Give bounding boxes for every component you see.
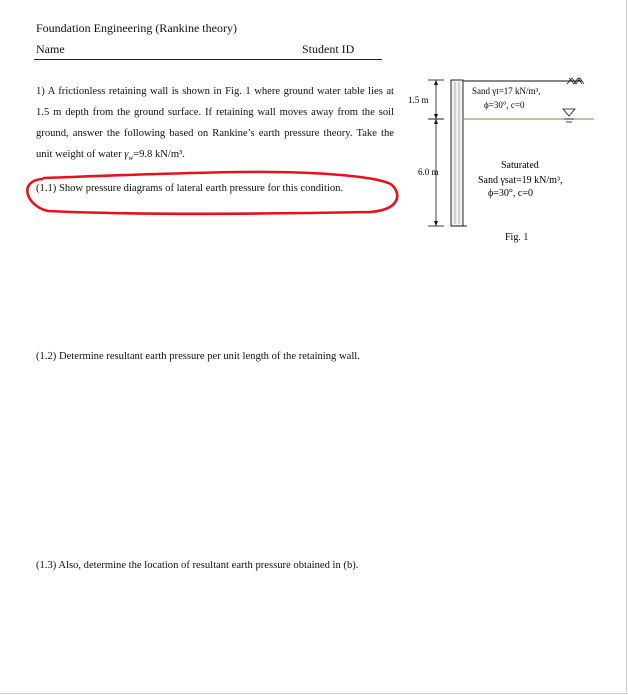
header-rule <box>34 59 382 60</box>
layer1-line1: Sand γt=17 kN/m³, <box>472 86 541 96</box>
layer2-line3: ϕ=30°, c=0 <box>488 188 533 199</box>
water-table-icon <box>563 109 575 116</box>
intro-text-b: =9.8 kN/m³. <box>133 149 185 160</box>
course-title: Foundation Engineering (Rankine theory) <box>36 21 237 35</box>
layer2-line2: Sand γsat=19 kN/m³, <box>478 175 563 186</box>
name-label: Name <box>36 42 65 56</box>
layer2-line1: Saturated <box>501 160 539 171</box>
question-1-1: (1.1) Show pressure diagrams of lateral earth pressure for this condition. <box>36 183 344 194</box>
dimension-1-5m <box>408 80 444 119</box>
figure-1 <box>404 72 614 247</box>
question-1-3: (1.3) Also, determine the location of resultant earth pressure obtained in (b). <box>36 560 359 571</box>
figure-caption: Fig. 1 <box>505 232 529 243</box>
retaining-wall <box>451 80 467 226</box>
ground-surface <box>463 78 584 84</box>
intro-text-a: 1) A frictionless retaining wall is shown in Fig. 1 where ground water table lies at 1.5 m depth from the ground surface. If retaining wall moves away from the soil ground, answer the following based on Rankine’s earth pressure theory. Take the unit weight of water <box>36 86 394 160</box>
dim-6-0m-label: 6.0 m <box>418 167 439 177</box>
gamma-w-symbol: $\gamma_w$ <box>124 149 134 163</box>
question-1-2: (1.2) Determine resultant earth pressure per unit length of the retaining wall. <box>36 351 360 362</box>
student-id-label: Student ID <box>302 42 355 56</box>
dim-1-5m-label: 1.5 m <box>408 95 429 105</box>
problem-statement <box>36 81 394 169</box>
dimension-6-0m <box>418 119 444 226</box>
water-table <box>463 109 594 122</box>
layer1-line2: ϕ=30°, c=0 <box>484 100 525 110</box>
